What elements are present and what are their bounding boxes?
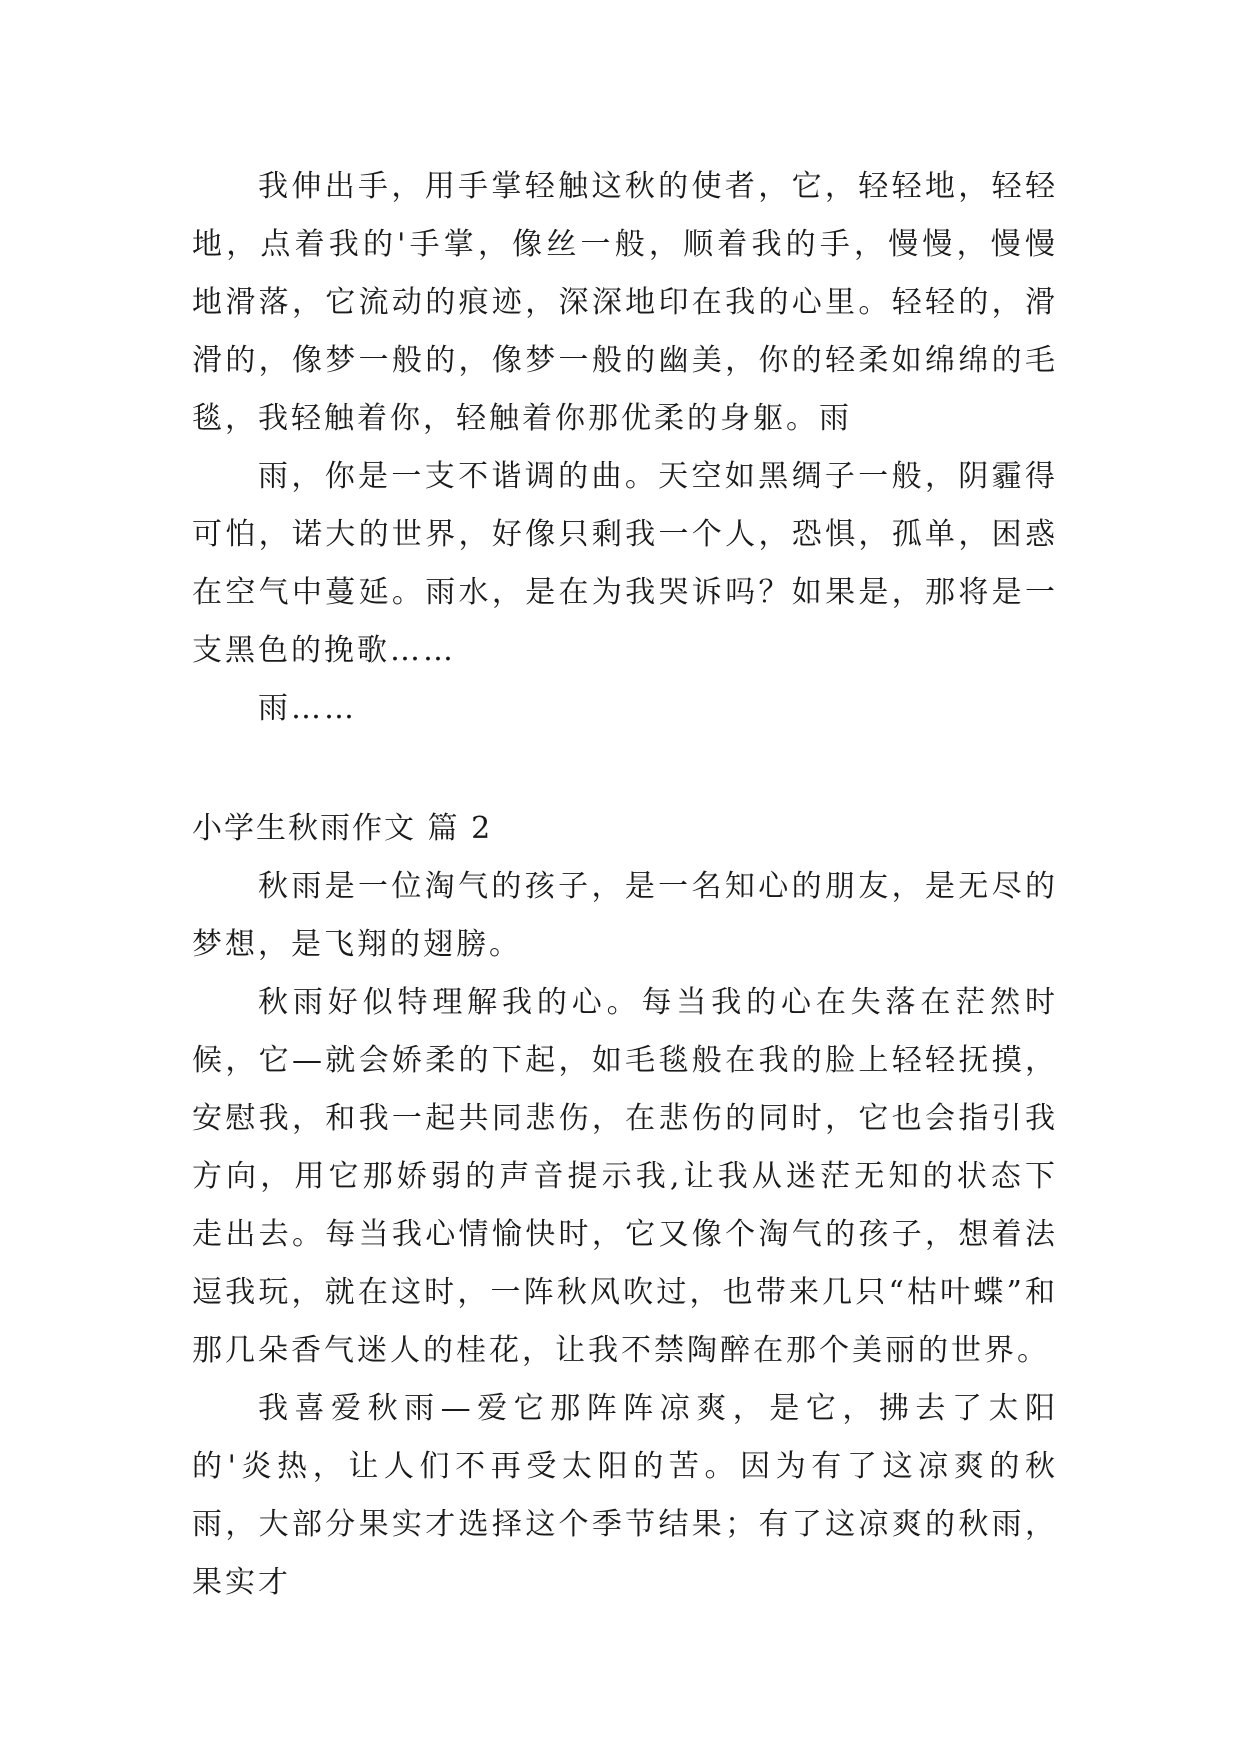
paragraph-rain-ellipsis: 雨…… <box>258 691 357 726</box>
essay-heading: 小学生秋雨作文 篇 2 <box>192 811 493 846</box>
paragraph-touch-rain: 我伸出手，用手掌轻触这秋的使者，它，轻轻地，轻轻地，点着我的'手掌，像丝一般，顺着我的手，慢慢，慢慢地滑落，它流动的痕迹，深深地印在我的心里。轻轻的，滑滑的，像梦一般的，像梦一般的幽美，你的轻柔如绵绵的毛毯，我轻触着你，轻触着你那优柔的身躯。雨 <box>192 169 1058 436</box>
paragraph-discordant-song: 雨，你是一支不谐调的曲。天空如黑绸子一般，阴霾得可怕，诺大的世界，好像只剩我一个人，恐惧，孤单，困惑在空气中蔓延。雨水，是在为我哭诉吗？如果是，那将是一支黑色的挽歌…… <box>192 459 1058 668</box>
paragraph-love-autumn-rain: 我喜爱秋雨—爱它那阵阵凉爽，是它，拂去了太阳的'炎热，让人们不再受太阳的苦。因为有了这凉爽的秋雨，大部分果实才选择这个季节结果；有了这凉爽的秋雨，果实才 <box>192 1391 1058 1600</box>
paragraph-understands-heart: 秋雨好似特理解我的心。每当我的心在失落在茫然时候，它—就会娇柔的下起，如毛毯般在我的脸上轻轻抚摸，安慰我，和我一起共同悲伤，在悲伤的同时，它也会指引我方向，用它那娇弱的声音提示我,让我从迷茫无知的状态下走出去。每当我心情愉快时，它又像个淘气的孩子，想着法逗我玩，就在这时，一阵秋风吹过，也带来几只“枯叶蝶”和那几朵香气迷人的桂花，让我不禁陶醉在那个美丽的世界。 <box>192 985 1058 1368</box>
document-body <box>192 158 1058 1612</box>
paragraph-naughty-child: 秋雨是一位淘气的孩子，是一名知心的朋友，是无尽的梦想，是飞翔的翅膀。 <box>192 869 1058 962</box>
